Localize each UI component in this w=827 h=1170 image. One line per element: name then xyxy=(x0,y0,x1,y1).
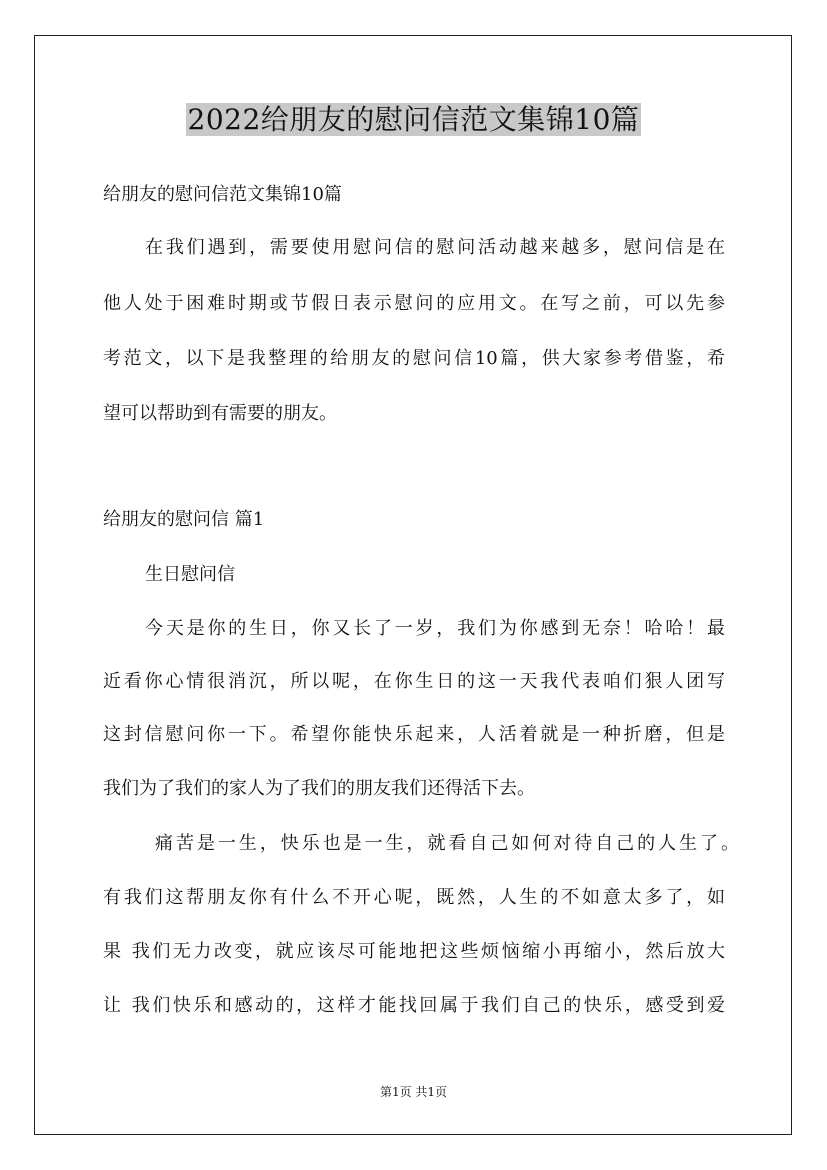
letter-line: 近看你心情很消沉，所以呢，在你生日的这一天我代表咱们狠人团写 xyxy=(103,671,725,692)
intro-line: 在我们遇到，需要使用慰问信的慰问活动越来越多，慰问信是在 xyxy=(145,237,725,258)
page-footer: 第1页 共1页 xyxy=(379,1085,448,1099)
intro-line: 考范文，以下是我整理的给朋友的慰问信10篇，供大家参考借鉴，希 xyxy=(103,348,725,369)
section-heading: 给朋友的慰问信 篇1 xyxy=(103,509,265,530)
letter-line: 我们为了我们的家人为了我们的朋友我们还得活下去。 xyxy=(103,778,535,799)
letter-line: 今天是你的生日，你又长了一岁，我们为你感到无奈！哈哈！最 xyxy=(145,618,725,639)
letter-line: 有我们这帮朋友你有什么不开心呢，既然，人生的不如意太多了，如 xyxy=(103,887,725,908)
intro-line: 望可以帮助到有需要的朋友。 xyxy=(103,403,337,424)
document-title xyxy=(0,100,827,140)
letter-line: 让 我们快乐和感动的，这样才能找回属于我们自己的快乐，感受到爱 xyxy=(103,995,725,1016)
letter-line: 痛苦是一生，快乐也是一生，就看自己如何对待自己的人生了。 xyxy=(155,833,739,854)
subtitle: 给朋友的慰问信范文集锦10篇 xyxy=(103,184,342,205)
letter-title: 生日慰问信 xyxy=(145,564,235,585)
intro-line: 他人处于困难时期或节假日表示慰问的应用文。在写之前，可以先参 xyxy=(103,293,725,314)
document-title-text: 2022给朋友的慰问信范文集锦10篇 xyxy=(187,103,640,136)
letter-line: 这封信慰问你一下。希望你能快乐起来，人活着就是一种折磨，但是 xyxy=(103,724,725,745)
letter-line: 果 我们无力改变，就应该尽可能地把这些烦恼缩小再缩小，然后放大 xyxy=(103,941,725,962)
